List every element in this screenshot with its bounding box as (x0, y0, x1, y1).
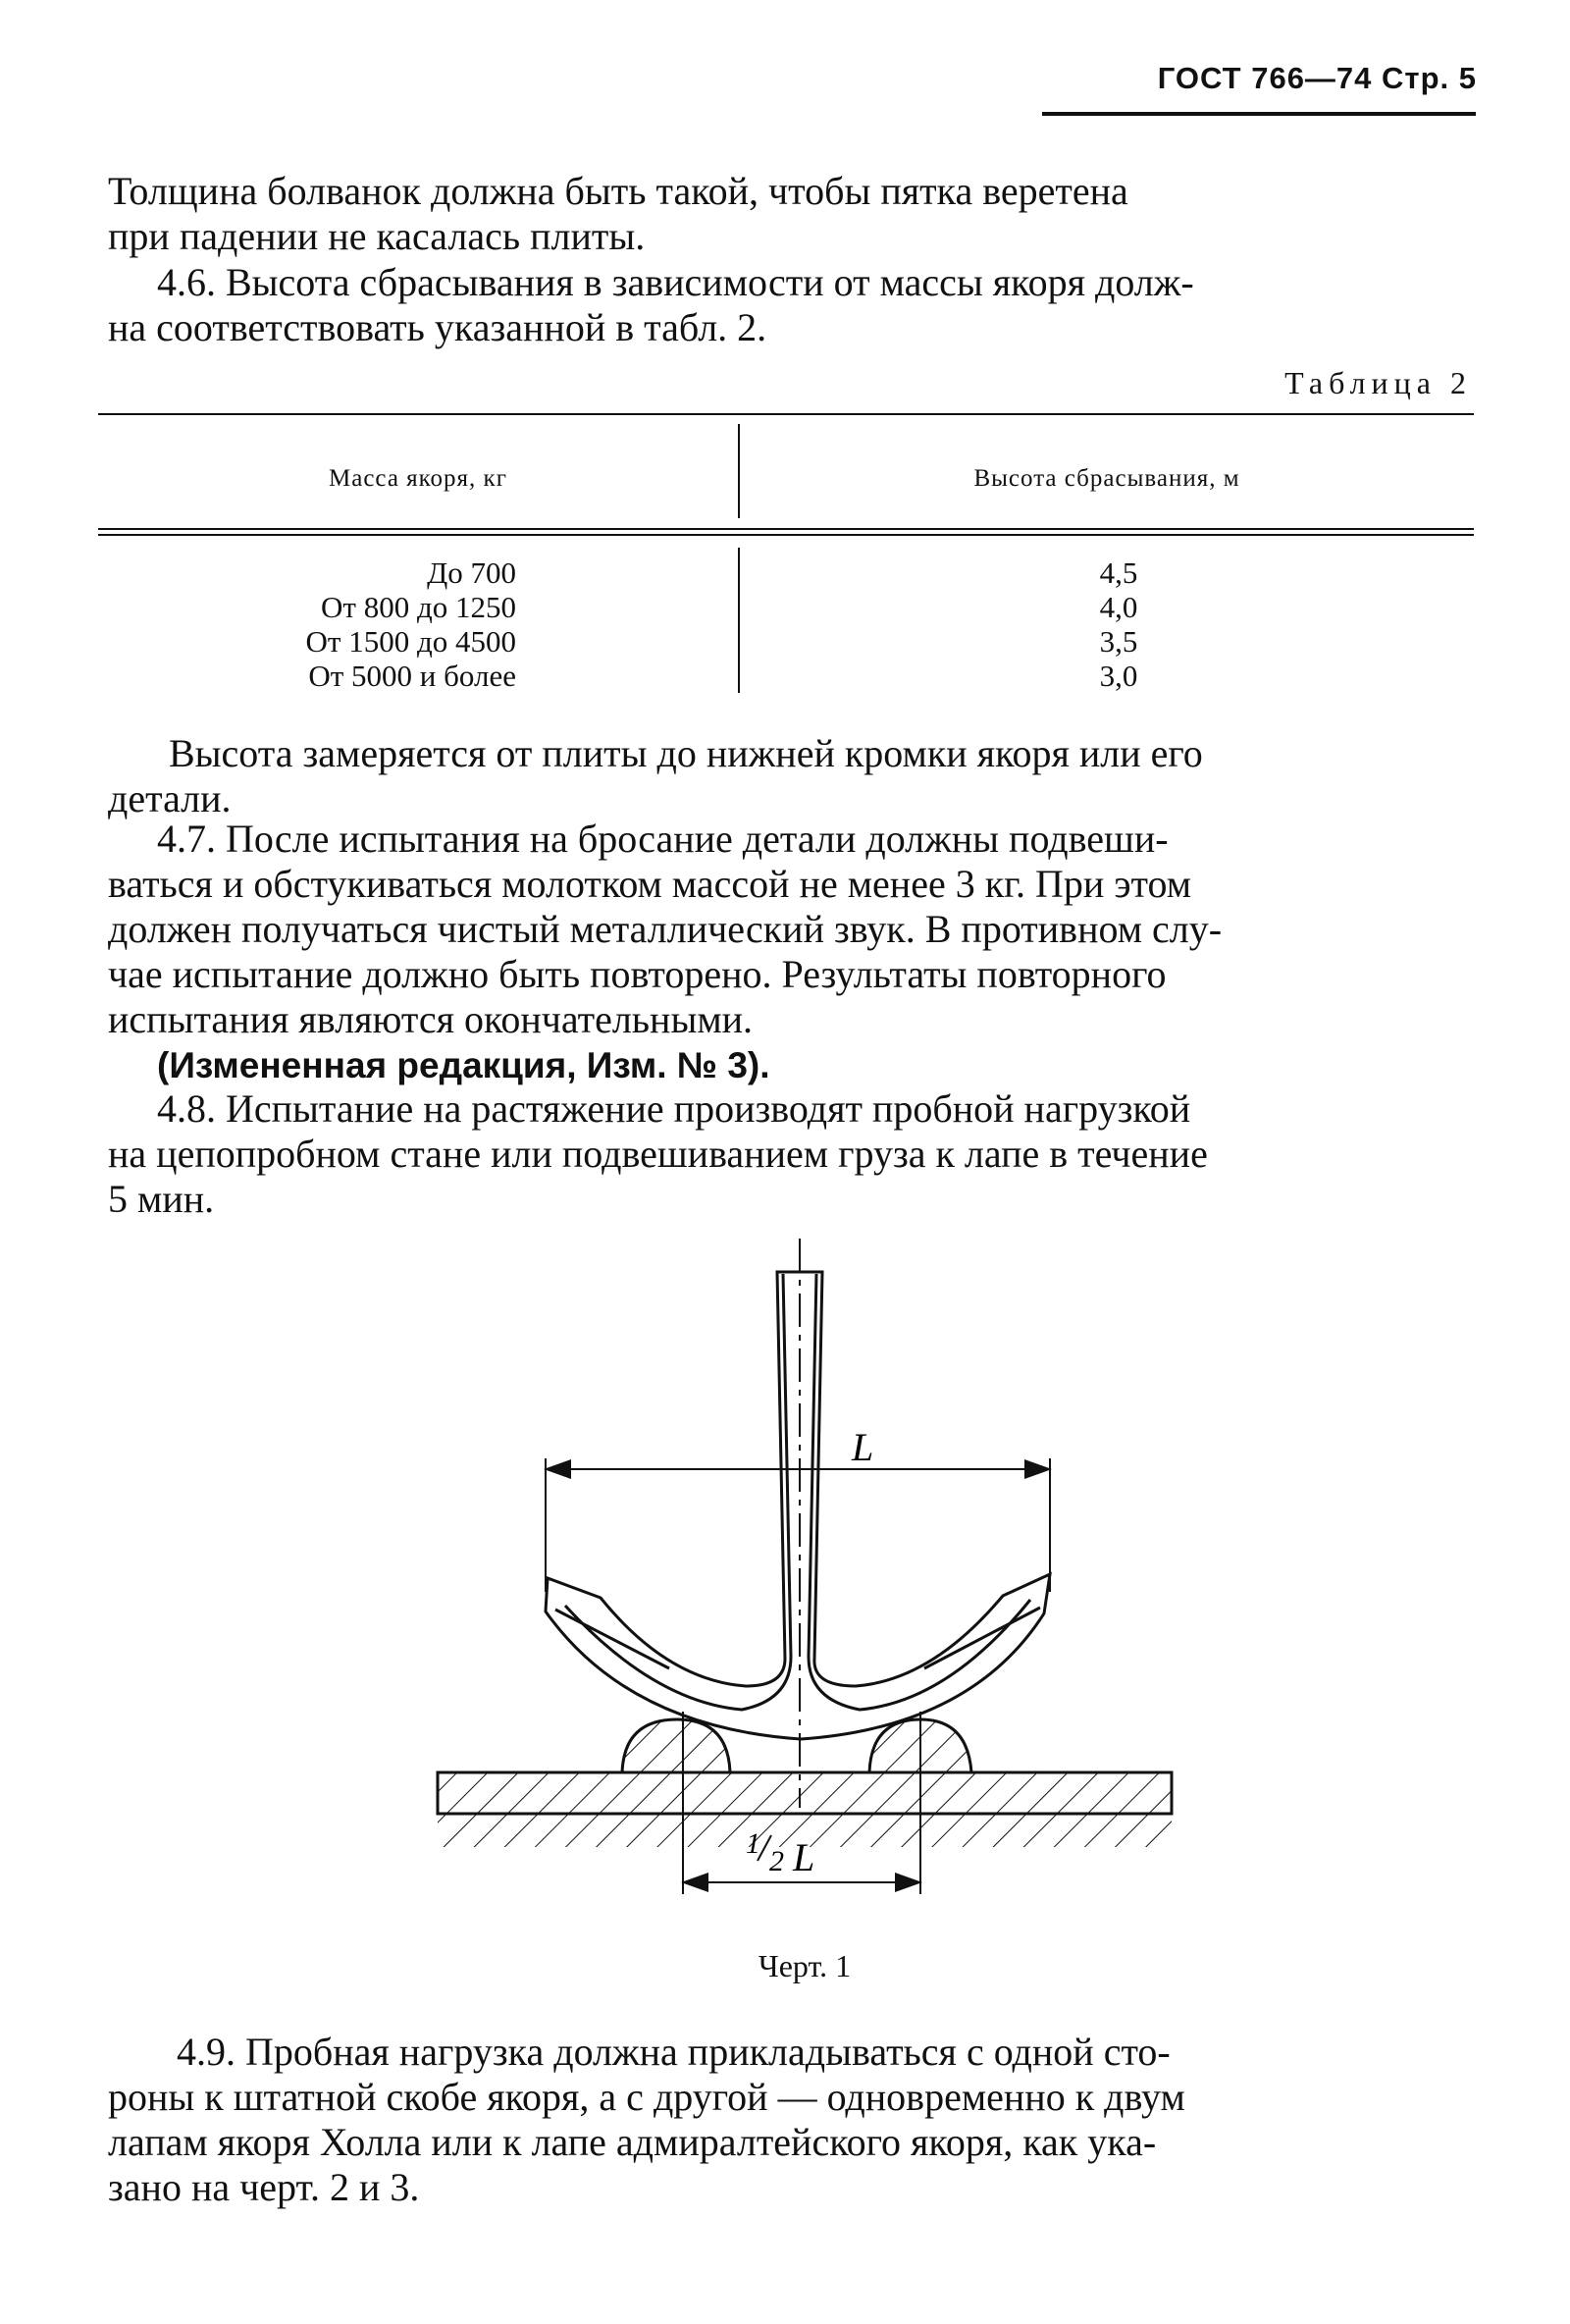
table-cell-height: 3,5 (1099, 624, 1138, 659)
text-line: ваться и обстукиваться молотком массой не менее 3 кг. При этом (108, 862, 1192, 906)
table-top-rule (98, 413, 1474, 415)
text-line: при падении не касалась плиты. (108, 214, 646, 258)
text-line: 4.8. Испытание на растяжение производят пробной нагрузкой (157, 1086, 1191, 1131)
text-line: чае испытание должно быть повторено. Результаты повторного (108, 952, 1167, 996)
text-line: на соответствовать указанной в табл. 2. (108, 305, 767, 349)
table-cell-height: 4,0 (1099, 590, 1138, 624)
table-header-height: Высота сбрасывания, м (973, 465, 1240, 492)
header-rule (1042, 112, 1476, 116)
dimension-half-denominator: 2 (769, 1845, 784, 1877)
text-line: лапам якоря Холла или к лапе адмиралтейского якоря, как ука- (108, 2120, 1157, 2164)
intro-paragraph (108, 169, 1474, 259)
text-line: испытания являются окончательными. (108, 997, 754, 1041)
dimension-half-numerator: 1 (746, 1827, 760, 1860)
dimension-L-label: L (852, 1425, 874, 1469)
text-line: должен получаться чистый металлический звук. В противном слу- (108, 907, 1223, 951)
table-label: Таблица 2 (1284, 365, 1472, 400)
text-line: 4.6. Высота сбрасывания в зависимости от массы якоря долж- (157, 260, 1194, 304)
table-column-mass (157, 555, 516, 693)
text-line: Толщина болванок должна быть такой, чтобы пятка веретена (108, 169, 1128, 213)
table-header-rule-1 (98, 528, 1474, 530)
anchor-test-drawing (0, 1217, 1570, 1924)
table-cell-height: 3,0 (1099, 659, 1138, 693)
section-4-7 (108, 817, 1474, 1042)
table-header-rule-2 (98, 534, 1474, 536)
text-line: на цепопробном стане или подвешиванием груза к лапе в течение (108, 1132, 1208, 1176)
table-column-height (1040, 555, 1197, 693)
table-cell-mass: От 5000 и более (308, 659, 516, 693)
table-column-divider-body (738, 548, 740, 693)
text-line: роны к штатной скобе якоря, а с другой — одновременно к двум (108, 2075, 1185, 2119)
table-cell-mass: От 1500 до 4500 (305, 624, 516, 659)
dimension-half-L-label: L (793, 1835, 815, 1879)
text-line: Высота замеряется от плиты до нижней кромки якоря или его (169, 731, 1203, 775)
text-line: зано на черт. 2 и 3. (108, 2165, 420, 2209)
table-cell-mass: От 800 до 1250 (321, 590, 516, 624)
height-note (108, 731, 1474, 821)
section-4-8 (108, 1086, 1474, 1222)
table-header-mass: Масса якоря, кг (329, 465, 507, 492)
table-cell-height: 4,5 (1099, 555, 1138, 590)
figure-caption: Черт. 1 (758, 1948, 852, 1983)
text-line: 4.7. После испытания на бросание детали должны подвеши- (157, 817, 1169, 861)
amendment-note: (Измененная редакция, Изм. № 3). (157, 1045, 770, 1085)
text-line: детали. (108, 776, 232, 820)
anchor-shape (546, 1239, 1050, 1808)
section-4-9 (108, 2030, 1474, 2210)
page-header: ГОСТ 766—74 Стр. 5 (1157, 61, 1477, 95)
text-line: 5 мин. (108, 1177, 215, 1221)
section-4-6 (108, 260, 1474, 350)
table-cell-mass: До 700 (427, 555, 516, 590)
text-line: 4.9. Пробная нагрузка должна прикладываться с одной сто- (177, 2030, 1171, 2074)
